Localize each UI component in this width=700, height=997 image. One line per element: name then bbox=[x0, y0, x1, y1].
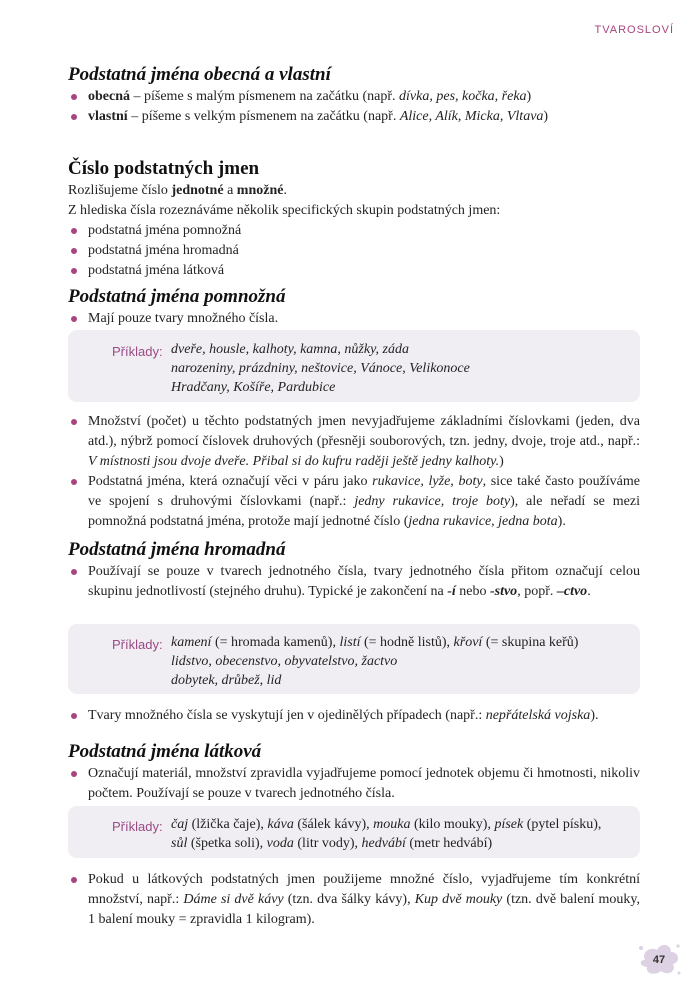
term: vlastní bbox=[88, 109, 128, 124]
text: ). bbox=[557, 514, 566, 529]
example-text: V místnosti jsou dvoje dveře. Přibal si do kufru raději ještě jedny kalhoty. bbox=[88, 454, 500, 469]
bullet-list bbox=[68, 764, 640, 804]
example-word: křoví bbox=[453, 635, 483, 650]
text: ). bbox=[590, 708, 599, 723]
bullet-list bbox=[68, 309, 640, 329]
text: Rozlišujeme číslo bbox=[68, 183, 172, 198]
example-word: káva bbox=[267, 817, 294, 832]
examples-lines bbox=[171, 633, 631, 690]
text: ) bbox=[499, 454, 504, 469]
bullet-list bbox=[68, 221, 640, 281]
text: Pokud u látkových podstatných jmen použijeme množné číslo, vyjadřujeme tím konkrétní množství, např.: bbox=[88, 872, 640, 907]
example-line bbox=[171, 633, 631, 652]
list-item bbox=[68, 107, 640, 127]
section-latkova bbox=[68, 740, 640, 804]
example-word: mouka bbox=[373, 817, 411, 832]
page-number: 47 bbox=[652, 954, 666, 966]
list-item bbox=[68, 87, 640, 107]
text: (= hodně listů), bbox=[360, 635, 454, 650]
example-text: jedna rukavice, jedna bota bbox=[408, 514, 558, 529]
list-item: podstatná jména látková bbox=[68, 261, 640, 281]
list-item: Označují materiál, množství zpravidla vyjadřujeme pomocí jednotek objemu či hmotnosti, nikoliv počtem. Používají se pouze v tvarech jednotného čísla. bbox=[68, 764, 640, 804]
example-text: Kup dvě mouky bbox=[414, 892, 503, 907]
text: (= skupina keřů) bbox=[482, 635, 579, 650]
list-item bbox=[68, 706, 640, 726]
text: (tzn. dvě balení mouky, 1 balení mouky = zpravidla 1 kilogram). bbox=[88, 892, 640, 927]
bullet-list bbox=[68, 706, 640, 726]
section-obecna-vlastni bbox=[68, 63, 640, 127]
running-header: TVAROSLOVÍ bbox=[594, 24, 674, 36]
text: Tvary množného čísla se vyskytují jen v ojedinělých případech (např.: bbox=[88, 708, 486, 723]
text: a bbox=[223, 183, 237, 198]
example-word: čaj bbox=[171, 817, 189, 832]
example-word: voda bbox=[266, 836, 294, 851]
text: , popř. bbox=[517, 584, 557, 599]
item-examples: dívka, pes, kočka, řeka bbox=[399, 89, 527, 104]
list-item bbox=[68, 562, 640, 602]
text: (metr hedvábí) bbox=[405, 836, 493, 851]
item-text: – píšeme s malým písmenem na začátku (např. bbox=[130, 89, 400, 104]
examples-box bbox=[68, 806, 640, 858]
suffix: -í bbox=[447, 584, 456, 599]
text: . bbox=[283, 183, 287, 198]
text: (šálek kávy), bbox=[293, 817, 374, 832]
text: (tzn. dva šálky kávy), bbox=[283, 892, 415, 907]
text: (špetka soli), bbox=[187, 836, 267, 851]
list-item bbox=[68, 412, 640, 472]
suffix: –ctvo bbox=[556, 584, 588, 599]
paragraph bbox=[68, 181, 640, 201]
term: obecná bbox=[88, 89, 130, 104]
text: Používají se pouze v tvarech jednotného čísla, tvary jednotného čísla přitom označují celou skupinu jednotlivostí (stejného druhu). Typické je zakončení na bbox=[88, 564, 640, 599]
list-item bbox=[68, 472, 640, 532]
example-line bbox=[171, 815, 631, 834]
text: (lžička čaje), bbox=[188, 817, 268, 832]
example-word: písek bbox=[494, 817, 524, 832]
item-examples: Alice, Alík, Micka, Vltava bbox=[399, 109, 544, 124]
example-line: narozeniny, prázdniny, neštovice, Vánoce, Velikonoce bbox=[171, 361, 470, 376]
list-item: podstatná jména hromadná bbox=[68, 241, 640, 261]
example-word: hedvábí bbox=[361, 836, 406, 851]
paragraph: Z hlediska čísla rozeznáváme několik specifických skupin podstatných jmen: bbox=[68, 203, 501, 218]
text: (litr vody), bbox=[293, 836, 362, 851]
text: (kilo mouky), bbox=[410, 817, 495, 832]
section-cislo bbox=[68, 157, 640, 281]
list-item bbox=[68, 870, 640, 930]
example-line: lidstvo, obecenstvo, obyvatelstvo, žactvo bbox=[171, 654, 398, 669]
list-item: podstatná jména pomnožná bbox=[68, 221, 640, 241]
section-hromadna-notes bbox=[68, 706, 640, 726]
bullet-list bbox=[68, 412, 640, 532]
text: nebo bbox=[455, 584, 490, 599]
example-word: sůl bbox=[171, 836, 188, 851]
item-end: ) bbox=[526, 89, 532, 104]
section-pomnozna bbox=[68, 285, 640, 329]
item-text: – píšeme s velkým písmenem na začátku (např. bbox=[127, 109, 400, 124]
section-title: Podstatná jména pomnožná bbox=[68, 286, 286, 307]
item-end: ) bbox=[543, 109, 549, 124]
example-text: Dáme si dvě kávy bbox=[183, 892, 284, 907]
section-title: Číslo podstatných jmen bbox=[68, 158, 260, 179]
example-line: Hradčany, Košíře, Pardubice bbox=[171, 380, 336, 395]
section-title: Podstatná jména obecná a vlastní bbox=[68, 64, 331, 85]
bullet-list bbox=[68, 87, 640, 127]
examples-label: Příklady: bbox=[112, 344, 163, 359]
example-line bbox=[171, 834, 631, 853]
suffix: -stvo bbox=[489, 584, 518, 599]
examples-box bbox=[68, 624, 640, 694]
section-latkova-notes bbox=[68, 870, 640, 930]
text: , sice také často používáme ve spojení s druhovými číslovkami (např.: bbox=[88, 474, 640, 509]
examples-lines bbox=[171, 815, 631, 853]
list-item: Mají pouze tvary množného čísla. bbox=[68, 309, 640, 329]
text: (pytel písku), bbox=[523, 817, 602, 832]
text: . bbox=[587, 584, 591, 599]
section-pomnozna-notes bbox=[68, 412, 640, 532]
bullet-list bbox=[68, 870, 640, 930]
section-title: Podstatná jména látková bbox=[68, 741, 262, 762]
text: Podstatná jména, která označují věci v páru jako bbox=[88, 474, 373, 489]
example-word: listí bbox=[339, 635, 361, 650]
examples-lines bbox=[171, 340, 631, 397]
example-text: jedny rukavice, troje boty bbox=[354, 494, 511, 509]
example-text: rukavice, lyže, boty bbox=[372, 474, 483, 489]
examples-label: Příklady: bbox=[112, 637, 163, 652]
examples-label: Příklady: bbox=[112, 819, 163, 834]
example-word: kamení bbox=[171, 635, 212, 650]
example-line: dveře, housle, kalhoty, kamna, nůžky, záda bbox=[171, 342, 409, 357]
bullet-list bbox=[68, 562, 640, 602]
text: ), ale neřadí se mezi pomnožná podstatná jména, protože mají jednotné číslo ( bbox=[88, 494, 640, 529]
example-text: nepřátelská vojska bbox=[485, 708, 591, 723]
term: množné bbox=[236, 183, 284, 198]
term: jednotné bbox=[171, 183, 224, 198]
section-title: Podstatná jména hromadná bbox=[68, 539, 286, 560]
text: Množství (počet) u těchto podstatných jmen nevyjadřujeme základními číslovkami (jeden, dva atd.), nýbrž pomocí číslovek druhových (přesněji souborových, tzn. jedny, dvoje, troje atd., např.: bbox=[88, 414, 640, 449]
example-line: dobytek, drůbež, lid bbox=[171, 673, 282, 688]
text: (= hromada kamenů), bbox=[211, 635, 340, 650]
examples-box bbox=[68, 330, 640, 402]
section-hromadna bbox=[68, 538, 640, 602]
